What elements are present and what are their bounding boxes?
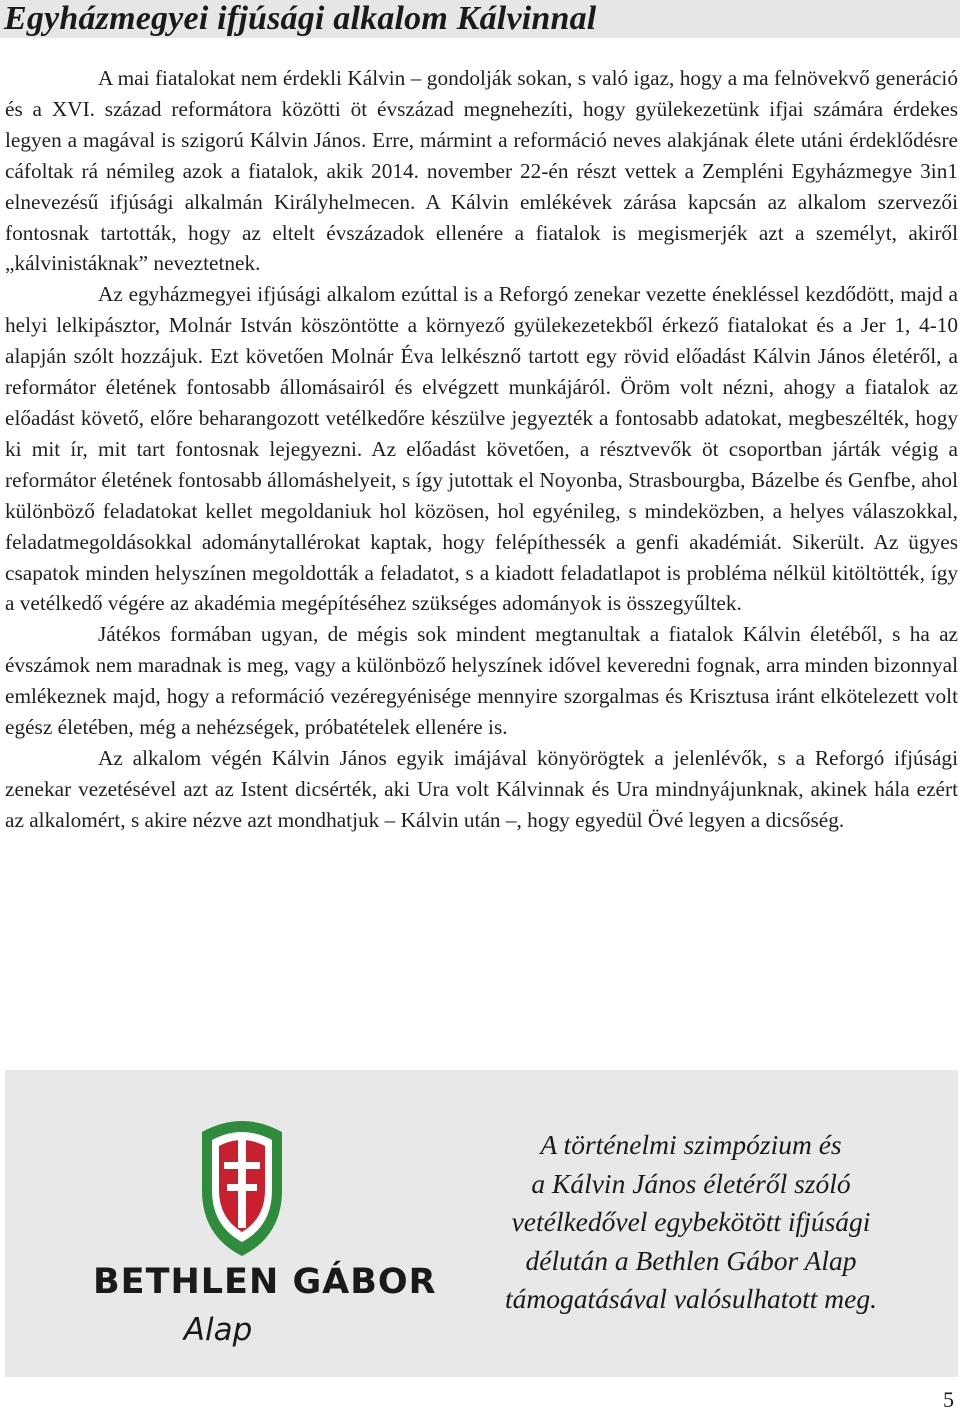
note-line: a Kálvin János életéről szóló bbox=[531, 1167, 851, 1199]
paragraph: Az alkalom végén Kálvin János egyik imájával könyörögtek a jelenlévők, s a Reforgó ifjúsági zenekar vezetésével azt az Istent dicsérték, aki Ura volt Kálvinnak és Ura mindnyájunknak, akinek hála ezért az alkalomért, s akire nézve azt mondhatjuk – Kálvin után –, hogy egyedül Övé legyen a dicsőség. bbox=[5, 745, 958, 832]
logo-name: BETHLEN GÁBOR bbox=[93, 1262, 437, 1302]
note-line: támogatásával valósulhatott meg. bbox=[505, 1283, 877, 1314]
shield-icon bbox=[196, 1110, 288, 1260]
sponsor-box bbox=[5, 1070, 958, 1377]
note-line: délután a Bethlen Gábor Alap bbox=[525, 1244, 857, 1276]
paragraph: A mai fiatalokat nem érdekli Kálvin – gondolják sokan, s való igaz, hogy a ma felnövekvő generáció és a XVI. század reformátora közötti öt évszázad megnehezíti, hogy gyülekezetünk ifjai számára érdekes legyen a magával is szigorú Kálvin János. Erre, mármint a reformáció neves alakjának élete utáni érdeklődésre cáfoltak rá némileg azok a fiatalok, akik 2014. november 22-én részt vettek a Zempléni Egyházmegye 3in1 elnevezésű ifjúsági alkalmán Királyhelmecen. A Kálvin emlékévek zárása kapcsán az alkalom szervezői fontosnak tartották, hogy az eltelt évszázadok ellenére a fiatalok is megismerjék azt a személyt, akiről „kálvinistáknak” neveztetnek. bbox=[5, 66, 958, 276]
note-line: vetélkedővel egybekötött ifjúsági bbox=[511, 1206, 871, 1237]
logo-subtitle: Alap bbox=[183, 1312, 253, 1348]
paragraph: Az egyházmegyei ifjúsági alkalom ezúttal is a Reforgó zenekar vezette énekléssel kezdődött, majd a helyi lelkipásztor, Molnár István köszöntötte a környező gyülekezetekből érkező fiatalokat és a Jer 1, 4-10 alapján szólt hozzájuk. Ezt követően Molnár Éva lelkésznő tartott egy rövid előadást Kálvin János életéről, a reformátor életének fontosabb állomásairól és elvégzett munkájáról. Öröm volt nézni, ahogy a fiatalok az előadást követő, előre beharangozott vetélkedőre készülve jegyezték a fontosabb adatokat, megbeszélték, hogy ki mit ír, mit tart fontosnak lejegyezni. Az előadást követően, a résztvevők öt csoportban járták végig a reformátor életének fontosabb állomáshelyeit, s így jutottak el Noyonba, Strasbourgba, Bázelbe és Genfbe, ahol különböző feladatokat kellet megoldaniuk hol közösen, hol egyénileg, s mindeközben, a helyes válaszokkal, feladatmegoldásokkal adománytallérokat kaptak, hogy felépíthessék a genfi akadémiát. Sikerült. Az ügyes csapatok minden helyszínen megoldották a feladatot, s a kiadott feladatlapot is probléma nélkül kitöltötték, így a vetélkedő végére az akadémia megépítéséhez szükséges adományok is összegyűltek. bbox=[5, 282, 958, 616]
bethlen-gabor-logo bbox=[93, 1100, 437, 1360]
paragraph: Játékos formában ugyan, de mégis sok mindent megtanultak a fiatalok Kálvin életéből, s ha az évszámok nem maradnak is meg, vagy a különböző helyszínek idővel keveredni fognak, arra minden bizonnyal emlékeznek majd, hogy a reformáció vezéregyénisége mennyire szorgalmas és Krisztusa iránt elkötelezett volt egész életében, még a nehézségek, próbatételek ellenére is. bbox=[5, 622, 958, 740]
note-line: A történelmi szimpózium és bbox=[540, 1129, 842, 1160]
page-number: 5 bbox=[943, 1387, 954, 1412]
article-title: Egyházmegyei ifjúsági alkalom Kálvinnal bbox=[4, 0, 597, 37]
article-body bbox=[5, 63, 958, 836]
sponsor-note bbox=[451, 1126, 931, 1319]
title-bar bbox=[0, 0, 960, 38]
